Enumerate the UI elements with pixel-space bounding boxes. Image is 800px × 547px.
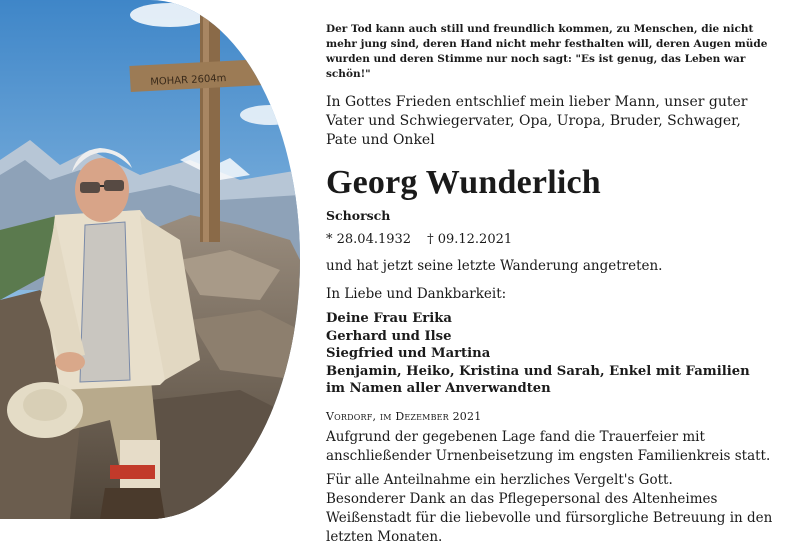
family-member: im Namen aller Anverwandten bbox=[326, 381, 551, 396]
mountain-summit-image bbox=[0, 0, 300, 519]
special-thanks-text: Besonderer Dank an das Pflegepersonal des Altenheimes Weißenstadt für die liebevolle und fürsorgliche Betreuung in den letzten Monaten. bbox=[326, 490, 773, 545]
funeral-notice: Aufgrund der gegebenen Lage fand die Trauerfeier mit anschließender Urnenbeisetzung im engsten Familienkreis statt. bbox=[326, 428, 771, 464]
nickname: Schorsch bbox=[326, 208, 391, 223]
family-member: Gerhard und Ilse bbox=[326, 328, 452, 344]
family-list bbox=[326, 310, 774, 398]
memorial-photo bbox=[0, 0, 300, 519]
place-date: Vordorf, im Dezember 2021 bbox=[326, 409, 482, 423]
cross-sign-text: MOHAR 2604m bbox=[150, 72, 227, 88]
life-dates bbox=[326, 232, 774, 247]
intro-text: In Gottes Frieden entschlief mein lieber Mann, unser guter Vater und Schwiegervater, Opa, Uropa, Bruder, Schwager, Pate und Onkel bbox=[326, 94, 748, 148]
death-date: † 09.12.2021 bbox=[427, 232, 513, 247]
thanks-text: Für alle Anteilnahme ein herzliches Vergelt's Gott. bbox=[326, 471, 673, 488]
epitaph-quote: Der Tod kann auch still und freundlich kommen, zu Menschen, die nicht mehr jung sind, deren Hand nicht mehr festhalten will, deren Augen müde wurden und deren Stimme nur noch sagt: "Es ist genug, das Leben war schön!" bbox=[326, 23, 768, 80]
gratitude-heading: In Liebe und Dankbarkeit: bbox=[326, 286, 507, 302]
deceased-name: Georg Wunderlich bbox=[326, 164, 601, 201]
birth-date: * 28.04.1932 bbox=[326, 232, 412, 247]
family-member: Deine Frau Erika bbox=[326, 311, 452, 326]
obituary-text bbox=[326, 22, 774, 547]
family-member: Benjamin, Heiko, Kristina und Sarah, Enkel mit Familien bbox=[326, 363, 750, 379]
last-hike-text: und hat jetzt seine letzte Wanderung angetreten. bbox=[326, 258, 663, 274]
family-member: Siegfried und Martina bbox=[326, 346, 491, 361]
